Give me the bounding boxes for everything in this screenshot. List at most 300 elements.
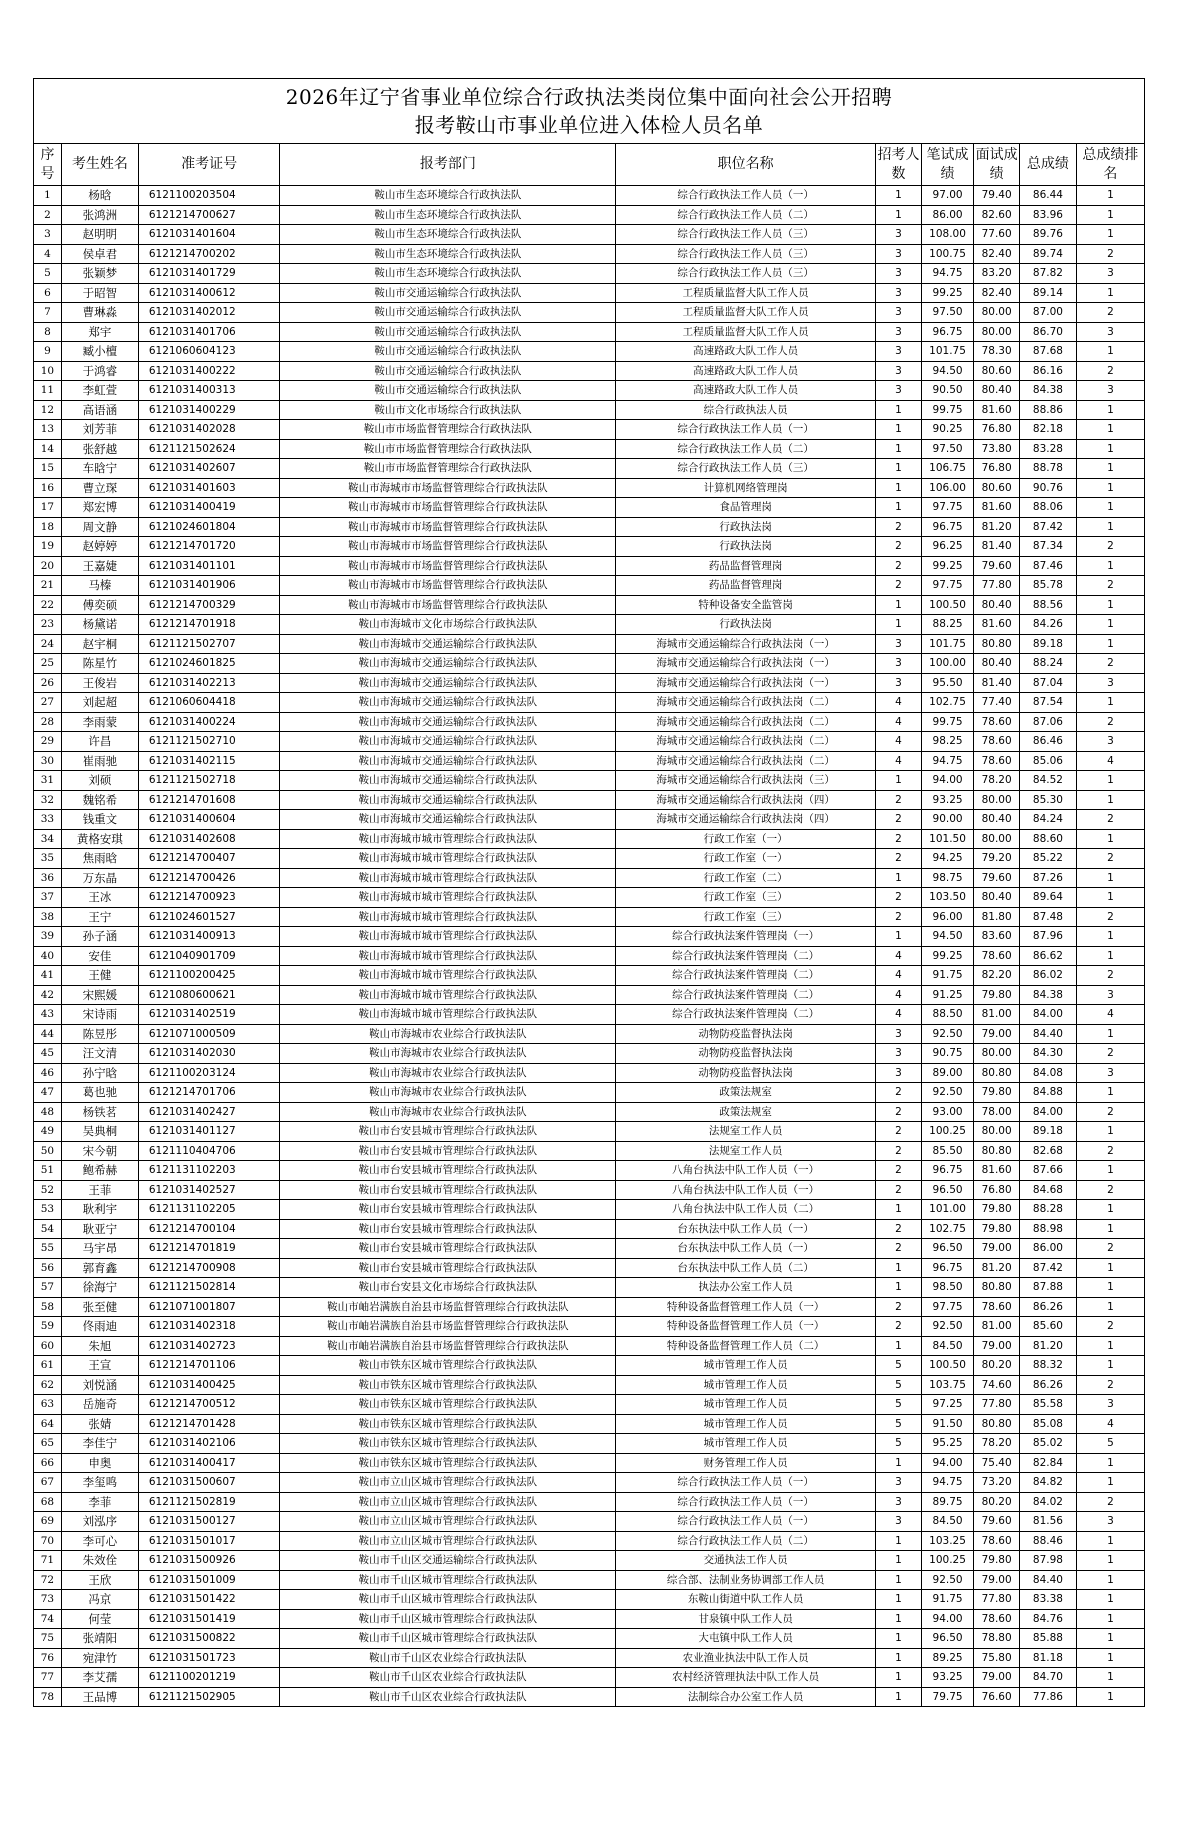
header-post: 职位名称 [616,144,876,186]
cell-seq: 33 [34,810,62,830]
table-row [34,1278,1145,1298]
cell-dept: 鞍山市千山区城市管理综合行政执法队 [280,1629,616,1649]
cell-total-score: 89.14 [1019,283,1076,303]
cell-interview-score: 81.20 [974,517,1020,537]
cell-post: 综合行政执法工作人员（三） [616,264,876,284]
cell-rank: 1 [1076,556,1144,576]
cell-quota: 1 [876,1200,922,1220]
cell-seq: 36 [34,868,62,888]
cell-name: 刘芳菲 [61,420,138,440]
cell-dept: 鞍山市生态环境综合行政执法队 [280,244,616,264]
cell-interview-score: 80.40 [974,381,1020,401]
cell-rank: 1 [1076,1258,1144,1278]
cell-dept: 鞍山市海城市城市管理综合行政执法队 [280,829,616,849]
cell-exam-id: 6121214700627 [138,205,280,225]
cell-rank: 2 [1076,1239,1144,1259]
cell-exam-id: 6121031500822 [138,1629,280,1649]
cell-exam-id: 6121214701819 [138,1239,280,1259]
cell-seq: 21 [34,576,62,596]
cell-seq: 69 [34,1512,62,1532]
cell-interview-score: 81.40 [974,537,1020,557]
cell-post: 综合行政执法工作人员（三） [616,459,876,479]
cell-rank: 3 [1076,985,1144,1005]
cell-name: 王俊岩 [61,673,138,693]
cell-post: 海城市交通运输综合行政执法岗（二） [616,751,876,771]
cell-seq: 65 [34,1434,62,1454]
cell-quota: 1 [876,1278,922,1298]
table-row [34,907,1145,927]
cell-seq: 77 [34,1668,62,1688]
cell-exam-id: 6121031402519 [138,1005,280,1025]
cell-dept: 鞍山市千山区城市管理综合行政执法队 [280,1570,616,1590]
cell-seq: 46 [34,1063,62,1083]
cell-post: 农村经济管理执法中队工作人员 [616,1668,876,1688]
cell-interview-score: 80.80 [974,1063,1020,1083]
cell-dept: 鞍山市海城市市场监督管理综合行政执法队 [280,537,616,557]
table-row [34,1200,1145,1220]
cell-rank: 1 [1076,498,1144,518]
cell-name: 郭育鑫 [61,1258,138,1278]
cell-written-score: 89.75 [921,1492,973,1512]
cell-exam-id: 6121121502710 [138,732,280,752]
cell-total-score: 88.86 [1019,400,1076,420]
cell-total-score: 84.00 [1019,1102,1076,1122]
cell-post: 综合行政执法工作人员（二） [616,1531,876,1551]
cell-written-score: 90.25 [921,420,973,440]
cell-name: 王宁 [61,907,138,927]
cell-seq: 45 [34,1044,62,1064]
table-row [34,1512,1145,1532]
cell-total-score: 87.42 [1019,1258,1076,1278]
cell-interview-score: 81.00 [974,1005,1020,1025]
cell-rank: 1 [1076,1648,1144,1668]
cell-exam-id: 6121031401729 [138,264,280,284]
cell-post: 执法办公室工作人员 [616,1278,876,1298]
cell-post: 法规室工作人员 [616,1141,876,1161]
cell-name: 杨铁茗 [61,1102,138,1122]
cell-seq: 15 [34,459,62,479]
table-row [34,244,1145,264]
table-row [34,342,1145,362]
cell-rank: 1 [1076,1473,1144,1493]
table-row [34,849,1145,869]
cell-dept: 鞍山市立山区城市管理综合行政执法队 [280,1473,616,1493]
cell-interview-score: 80.40 [974,654,1020,674]
cell-interview-score: 77.40 [974,693,1020,713]
cell-exam-id: 6121031402030 [138,1044,280,1064]
cell-written-score: 101.00 [921,1200,973,1220]
cell-name: 李菲 [61,1492,138,1512]
cell-seq: 48 [34,1102,62,1122]
cell-quota: 1 [876,1551,922,1571]
cell-rank: 1 [1076,888,1144,908]
cell-seq: 61 [34,1356,62,1376]
cell-dept: 鞍山市生态环境综合行政执法队 [280,264,616,284]
cell-total-score: 85.58 [1019,1395,1076,1415]
cell-exam-id: 6121031501422 [138,1590,280,1610]
cell-dept: 鞍山市生态环境综合行政执法队 [280,205,616,225]
cell-dept: 鞍山市台安县城市管理综合行政执法队 [280,1219,616,1239]
cell-name: 赵明明 [61,225,138,245]
cell-total-score: 90.76 [1019,478,1076,498]
cell-interview-score: 80.80 [974,1414,1020,1434]
cell-post: 综合行政执法工作人员（三） [616,225,876,245]
table-row [34,1648,1145,1668]
cell-written-score: 99.25 [921,556,973,576]
cell-name: 王宣 [61,1356,138,1376]
table-row [34,1492,1145,1512]
cell-written-score: 91.75 [921,1590,973,1610]
cell-post: 台东执法中队工作人员（二） [616,1258,876,1278]
cell-total-score: 86.16 [1019,361,1076,381]
table-row [34,985,1145,1005]
cell-quota: 1 [876,478,922,498]
cell-exam-id: 6121214700426 [138,868,280,888]
cell-name: 马榛 [61,576,138,596]
header-written-score: 笔试成绩 [921,144,973,186]
cell-name: 李雨蒙 [61,712,138,732]
cell-written-score: 106.75 [921,459,973,479]
cell-post: 综合行政执法工作人员（三） [616,244,876,264]
cell-quota: 3 [876,342,922,362]
cell-post: 大屯镇中队工作人员 [616,1629,876,1649]
cell-total-score: 84.82 [1019,1473,1076,1493]
cell-total-score: 89.64 [1019,888,1076,908]
cell-name: 赵婷婷 [61,537,138,557]
cell-interview-score: 80.60 [974,478,1020,498]
cell-dept: 鞍山市千山区农业综合行政执法队 [280,1668,616,1688]
cell-written-score: 94.00 [921,771,973,791]
cell-total-score: 86.26 [1019,1297,1076,1317]
table-row [34,712,1145,732]
cell-seq: 8 [34,322,62,342]
cell-post: 海城市交通运输综合行政执法岗（二） [616,732,876,752]
table-row [34,1219,1145,1239]
cell-post: 综合行政执法工作人员（一） [616,186,876,206]
table-row [34,556,1145,576]
cell-total-score: 84.68 [1019,1180,1076,1200]
cell-total-score: 84.08 [1019,1063,1076,1083]
cell-written-score: 100.75 [921,244,973,264]
cell-name: 侯卓君 [61,244,138,264]
cell-exam-id: 6121031402527 [138,1180,280,1200]
cell-quota: 2 [876,576,922,596]
table-row [34,1141,1145,1161]
table-row [34,1414,1145,1434]
header-quota: 招考人数 [876,144,922,186]
cell-interview-score: 81.60 [974,498,1020,518]
cell-written-score: 94.25 [921,849,973,869]
cell-seq: 52 [34,1180,62,1200]
cell-exam-id: 6121031402723 [138,1336,280,1356]
header-seq: 序号 [34,144,62,186]
cell-name: 何莹 [61,1609,138,1629]
cell-exam-id: 6121080600621 [138,985,280,1005]
cell-name: 李艾孺 [61,1668,138,1688]
table-row [34,1161,1145,1181]
cell-seq: 5 [34,264,62,284]
cell-written-score: 96.50 [921,1180,973,1200]
cell-interview-score: 82.40 [974,283,1020,303]
cell-written-score: 92.50 [921,1024,973,1044]
table-row [34,1063,1145,1083]
cell-total-score: 86.02 [1019,966,1076,986]
cell-dept: 鞍山市交通运输综合行政执法队 [280,342,616,362]
cell-written-score: 99.75 [921,400,973,420]
cell-name: 张鸿洲 [61,205,138,225]
cell-dept: 鞍山市海城市交通运输综合行政执法队 [280,771,616,791]
cell-total-score: 84.26 [1019,615,1076,635]
table-row [34,732,1145,752]
cell-seq: 11 [34,381,62,401]
cell-rank: 1 [1076,1629,1144,1649]
cell-interview-score: 81.40 [974,673,1020,693]
table-row [34,1180,1145,1200]
cell-post: 台东执法中队工作人员（一） [616,1219,876,1239]
cell-total-score: 86.70 [1019,322,1076,342]
cell-dept: 鞍山市海城市城市管理综合行政执法队 [280,985,616,1005]
cell-exam-id: 6121031400425 [138,1375,280,1395]
cell-name: 郑宏博 [61,498,138,518]
cell-exam-id: 6121031401603 [138,478,280,498]
cell-interview-score: 81.00 [974,1317,1020,1337]
cell-total-score: 85.06 [1019,751,1076,771]
cell-seq: 34 [34,829,62,849]
cell-seq: 39 [34,927,62,947]
cell-interview-score: 79.60 [974,1512,1020,1532]
cell-interview-score: 79.80 [974,1551,1020,1571]
cell-written-score: 84.50 [921,1336,973,1356]
cell-quota: 5 [876,1434,922,1454]
cell-seq: 32 [34,790,62,810]
cell-written-score: 84.50 [921,1512,973,1532]
cell-written-score: 96.75 [921,517,973,537]
cell-post: 综合行政执法工作人员（一） [616,420,876,440]
cell-name: 岳施奇 [61,1395,138,1415]
cell-rank: 3 [1076,1395,1144,1415]
cell-post: 海城市交通运输综合行政执法岗（一） [616,673,876,693]
table-row [34,1239,1145,1259]
header-rank: 总成绩排名 [1076,144,1144,186]
cell-quota: 2 [876,517,922,537]
cell-quota: 3 [876,381,922,401]
cell-exam-id: 6121031401906 [138,576,280,596]
cell-quota: 1 [876,1648,922,1668]
cell-total-score: 87.98 [1019,1551,1076,1571]
cell-dept: 鞍山市铁东区城市管理综合行政执法队 [280,1434,616,1454]
table-row [34,303,1145,323]
cell-written-score: 96.50 [921,1629,973,1649]
cell-dept: 鞍山市千山区农业综合行政执法队 [280,1648,616,1668]
cell-post: 城市管理工作人员 [616,1434,876,1454]
cell-name: 吴典桐 [61,1122,138,1142]
cell-quota: 2 [876,790,922,810]
cell-dept: 鞍山市海城市交通运输综合行政执法队 [280,790,616,810]
cell-interview-score: 80.80 [974,1278,1020,1298]
cell-exam-id: 6121031402427 [138,1102,280,1122]
cell-seq: 57 [34,1278,62,1298]
cell-exam-id: 6121024601527 [138,907,280,927]
cell-post: 综合行政执法案件管理岗（二） [616,966,876,986]
cell-post: 综合行政执法工作人员（一） [616,1492,876,1512]
cell-total-score: 85.08 [1019,1414,1076,1434]
cell-rank: 1 [1076,478,1144,498]
cell-quota: 3 [876,225,922,245]
cell-quota: 1 [876,1570,922,1590]
cell-seq: 75 [34,1629,62,1649]
cell-post: 高速路政大队工作人员 [616,381,876,401]
cell-seq: 78 [34,1687,62,1707]
cell-quota: 2 [876,1219,922,1239]
cell-quota: 1 [876,439,922,459]
cell-exam-id: 6121100203504 [138,186,280,206]
cell-exam-id: 6121031401127 [138,1122,280,1142]
cell-seq: 19 [34,537,62,557]
cell-exam-id: 6121121502624 [138,439,280,459]
table-row [34,1005,1145,1025]
cell-rank: 2 [1076,1375,1144,1395]
cell-written-score: 92.50 [921,1083,973,1103]
cell-exam-id: 6121214700923 [138,888,280,908]
cell-dept: 鞍山市海城市市场监督管理综合行政执法队 [280,478,616,498]
cell-dept: 鞍山市海城市交通运输综合行政执法队 [280,712,616,732]
cell-exam-id: 6121060604418 [138,693,280,713]
cell-total-score: 88.28 [1019,1200,1076,1220]
table-row [34,439,1145,459]
cell-exam-id: 6121031501419 [138,1609,280,1629]
cell-dept: 鞍山市海城市城市管理综合行政执法队 [280,888,616,908]
cell-seq: 35 [34,849,62,869]
cell-quota: 3 [876,1492,922,1512]
cell-quota: 3 [876,283,922,303]
cell-post: 综合行政执法工作人员（一） [616,1512,876,1532]
cell-quota: 4 [876,1005,922,1025]
cell-seq: 74 [34,1609,62,1629]
cell-name: 王健 [61,966,138,986]
cell-name: 刘悦涵 [61,1375,138,1395]
cell-exam-id: 6121024601825 [138,654,280,674]
cell-dept: 鞍山市岫岩满族自治县市场监督管理综合行政执法队 [280,1336,616,1356]
cell-rank: 2 [1076,907,1144,927]
cell-name: 许昌 [61,732,138,752]
cell-dept: 鞍山市千山区交通运输综合行政执法队 [280,1551,616,1571]
cell-interview-score: 78.60 [974,1531,1020,1551]
cell-quota: 3 [876,634,922,654]
cell-exam-id: 6121031402607 [138,459,280,479]
cell-seq: 63 [34,1395,62,1415]
cell-interview-score: 78.60 [974,751,1020,771]
cell-exam-id: 6121131102205 [138,1200,280,1220]
cell-written-score: 103.75 [921,1375,973,1395]
cell-post: 行政执法岗 [616,537,876,557]
cell-total-score: 83.38 [1019,1590,1076,1610]
cell-written-score: 93.25 [921,1668,973,1688]
cell-exam-id: 6121121502814 [138,1278,280,1298]
cell-seq: 12 [34,400,62,420]
cell-total-score: 81.56 [1019,1512,1076,1532]
table-row [34,186,1145,206]
cell-written-score: 96.75 [921,322,973,342]
cell-post: 综合行政执法案件管理岗（二） [616,946,876,966]
cell-seq: 64 [34,1414,62,1434]
cell-written-score: 97.50 [921,303,973,323]
cell-dept: 鞍山市海城市市场监督管理综合行政执法队 [280,595,616,615]
cell-written-score: 96.75 [921,1258,973,1278]
cell-post: 动物防疫监督执法岗 [616,1024,876,1044]
cell-post: 特种设备监督管理工作人员（一） [616,1317,876,1337]
cell-rank: 1 [1076,1161,1144,1181]
cell-seq: 13 [34,420,62,440]
cell-written-score: 100.50 [921,1356,973,1376]
cell-quota: 2 [876,829,922,849]
cell-name: 朱效佺 [61,1551,138,1571]
cell-post: 海城市交通运输综合行政执法岗（二） [616,712,876,732]
cell-interview-score: 80.60 [974,361,1020,381]
cell-written-score: 95.50 [921,673,973,693]
cell-rank: 2 [1076,966,1144,986]
cell-written-score: 97.75 [921,576,973,596]
cell-name: 赵宇桐 [61,634,138,654]
cell-dept: 鞍山市交通运输综合行政执法队 [280,322,616,342]
cell-exam-id: 6121031400612 [138,283,280,303]
cell-post: 交通执法工作人员 [616,1551,876,1571]
cell-post: 行政执法岗 [616,615,876,635]
cell-post: 综合行政执法案件管理岗（一） [616,927,876,947]
cell-dept: 鞍山市海城市城市管理综合行政执法队 [280,966,616,986]
cell-written-score: 97.00 [921,186,973,206]
cell-quota: 5 [876,1356,922,1376]
cell-post: 综合行政执法工作人员（二） [616,439,876,459]
cell-exam-id: 6121031400229 [138,400,280,420]
cell-post: 行政工作室（一） [616,849,876,869]
cell-dept: 鞍山市台安县城市管理综合行政执法队 [280,1200,616,1220]
cell-dept: 鞍山市台安县文化市场综合行政执法队 [280,1278,616,1298]
header-name: 考生姓名 [61,144,138,186]
cell-written-score: 92.50 [921,1570,973,1590]
cell-interview-score: 76.80 [974,459,1020,479]
cell-name: 王冰 [61,888,138,908]
candidates-table [33,143,1145,1707]
table-row [34,322,1145,342]
cell-rank: 1 [1076,225,1144,245]
cell-quota: 5 [876,1375,922,1395]
cell-rank: 2 [1076,1180,1144,1200]
cell-total-score: 88.06 [1019,498,1076,518]
cell-interview-score: 73.80 [974,439,1020,459]
cell-post: 法规室工作人员 [616,1122,876,1142]
cell-post: 工程质量监督大队工作人员 [616,322,876,342]
cell-dept: 鞍山市铁东区城市管理综合行政执法队 [280,1375,616,1395]
cell-total-score: 85.88 [1019,1629,1076,1649]
cell-interview-score: 80.00 [974,1122,1020,1142]
cell-quota: 2 [876,810,922,830]
cell-post: 综合行政执法工作人员（一） [616,1473,876,1493]
cell-post: 行政执法岗 [616,517,876,537]
cell-interview-score: 78.30 [974,342,1020,362]
cell-written-score: 85.50 [921,1141,973,1161]
cell-rank: 1 [1076,927,1144,947]
cell-dept: 鞍山市市场监督管理综合行政执法队 [280,420,616,440]
cell-interview-score: 82.40 [974,244,1020,264]
cell-quota: 2 [876,537,922,557]
cell-exam-id: 6121071000509 [138,1024,280,1044]
cell-interview-score: 77.80 [974,576,1020,596]
cell-quota: 5 [876,1395,922,1415]
cell-quota: 4 [876,966,922,986]
cell-dept: 鞍山市千山区农业综合行政执法队 [280,1687,616,1707]
table-row [34,420,1145,440]
cell-post: 药品监督管理岗 [616,556,876,576]
